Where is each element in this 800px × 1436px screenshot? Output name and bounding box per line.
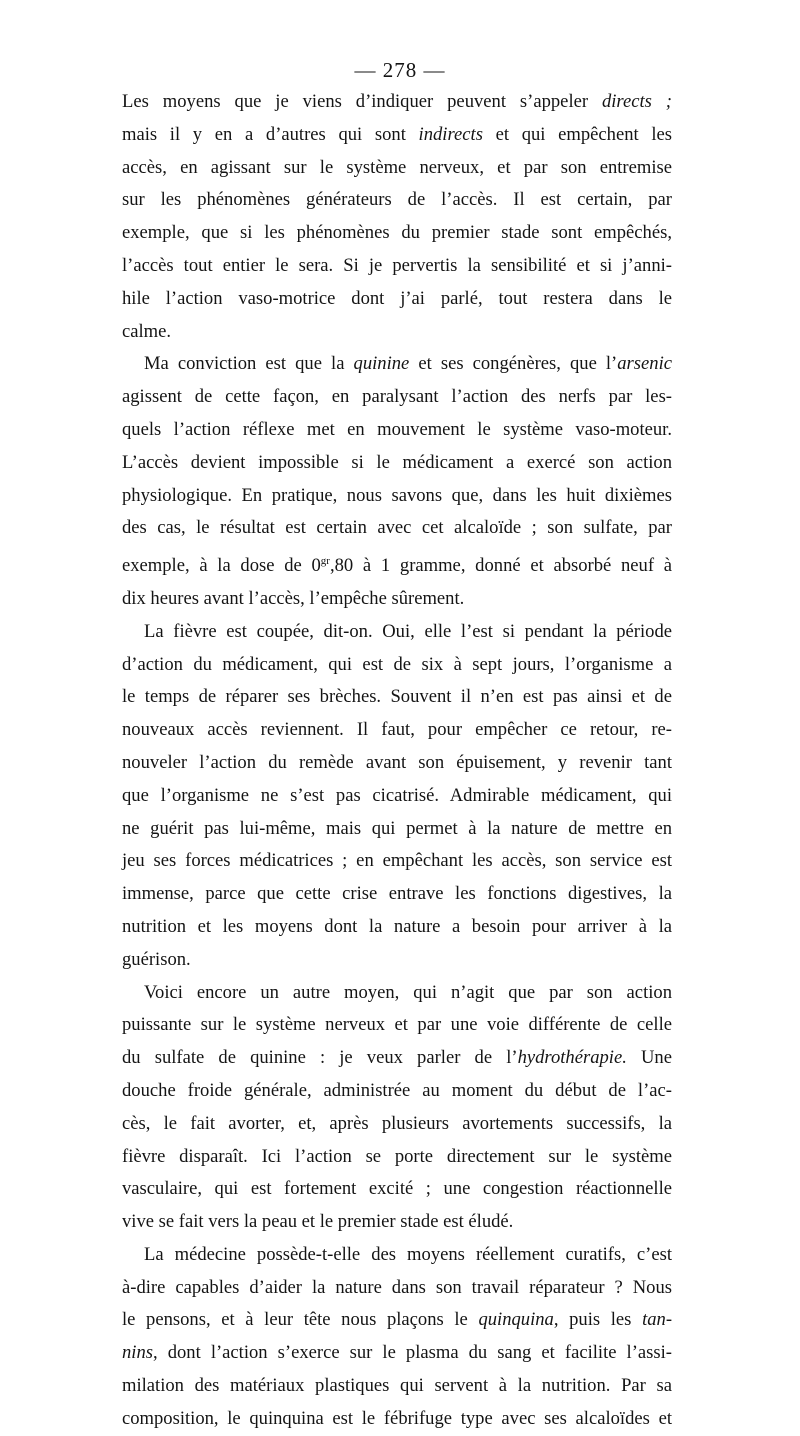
text-run: et ses congénères, que l’ <box>409 353 618 375</box>
text-run: , dont l’action s’exerce sur le plasma du sang et facilite l’assi- <box>153 1342 672 1364</box>
text-run: agissent de cette façon, en paralysant l’action des nerfs par les- <box>122 386 672 408</box>
text-run: jeu ses forces médicatrices ; en empêchant les accès, son service est <box>122 850 672 872</box>
text-line <box>122 348 672 381</box>
text-run: calme. <box>122 320 172 342</box>
text-line <box>122 1304 672 1337</box>
text-run: vasculaire, qui est fortement excité ; une congestion réactionnelle <box>122 1178 672 1200</box>
italic-run: hydrothérapie. <box>517 1047 627 1069</box>
italic-run: nins <box>122 1342 153 1364</box>
text-run: Une <box>626 1047 672 1069</box>
text-run: cès, le fait avorter, et, après plusieurs avortements successifs, la <box>122 1112 672 1134</box>
text-line <box>122 813 672 846</box>
text-run: nouveaux accès reviennent. Il faut, pour empêcher ce retour, re- <box>122 719 672 741</box>
text-run: L’accès devient impossible si le médicament a exercé son action <box>122 451 672 473</box>
text-line <box>122 1239 672 1272</box>
text-line <box>122 414 672 447</box>
text-run: La fièvre est coupée, dit-on. Oui, elle l’est si pendant la période <box>144 620 672 642</box>
text-line <box>122 480 672 513</box>
text-line <box>122 911 672 944</box>
text-run: physiologique. En pratique, nous savons que, dans les huit dixièmes <box>122 484 672 506</box>
text-line <box>122 447 672 480</box>
text-run: accès, en agissant sur le système nerveux, et par son entremise <box>122 156 672 178</box>
italic-run: quinine <box>353 353 410 375</box>
text-line <box>122 381 672 414</box>
text-line <box>122 845 672 878</box>
text-line <box>122 545 672 583</box>
text-run: du sulfate de quinine : je veux parler de l’ <box>122 1047 518 1069</box>
text-run: exemple, à la dose de 0 <box>122 555 321 577</box>
text-run: vive se fait vers la peau et le premier stade est éludé. <box>122 1211 514 1233</box>
text-line <box>122 250 672 283</box>
text-line <box>122 152 672 185</box>
text-line <box>122 1108 672 1141</box>
text-line <box>122 1042 672 1075</box>
text-run: quels l’action réflexe met en mouvement le système vaso-moteur. <box>122 418 672 440</box>
text-line <box>122 184 672 217</box>
text-run: douche froide générale, administrée au moment du début de l’ac- <box>122 1079 672 1101</box>
text-line <box>122 1403 672 1436</box>
text-line <box>122 616 672 649</box>
text-line <box>122 878 672 911</box>
text-run: sur les phénomènes générateurs de l’accès. Il est certain, par <box>122 189 672 211</box>
text-line <box>122 119 672 152</box>
text-line <box>122 747 672 780</box>
text-run: exemple, que si les phénomènes du premier stade sont empêchés, <box>122 222 672 244</box>
text-line <box>122 1141 672 1174</box>
text-line <box>122 283 672 316</box>
text-run: l’accès tout entier le sera. Si je pervertis la sensibilité et si j’anni- <box>122 254 672 276</box>
text-run: à-dire capables d’aider la nature dans son travail réparateur ? Nous <box>122 1276 672 1298</box>
text-line <box>122 1272 672 1305</box>
italic-run: arsenic <box>617 353 672 375</box>
text-run: mais il y en a d’autres qui sont <box>122 123 419 145</box>
text-run: milation des matériaux plastiques qui servent à la nutrition. Par sa <box>122 1375 672 1397</box>
text-run: Voici encore un autre moyen, qui n’agit que par son action <box>144 981 672 1003</box>
text-line <box>122 512 672 545</box>
italic-run: quinquina <box>478 1309 554 1331</box>
body-text <box>122 86 672 1436</box>
text-run: ,80 à 1 gramme, donné et absorbé neuf à <box>329 555 672 577</box>
text-line <box>122 681 672 714</box>
text-run: des cas, le résultat est certain avec cet alcaloïde ; son sulfate, par <box>122 517 672 539</box>
text-line <box>122 1075 672 1108</box>
text-run: composition, le quinquina est le fébrifuge type avec ses alcaloïdes et <box>122 1407 672 1429</box>
text-run: que l’organisme ne s’est pas cicatrisé. Admirable médicament, qui <box>122 784 672 806</box>
italic-run: directs ; <box>601 91 672 112</box>
text-line <box>122 1173 672 1206</box>
text-run: dix heures avant l’accès, l’empêche sûrement. <box>122 587 465 609</box>
text-run: La médecine possède-t-elle des moyens réellement curatifs, c’est <box>144 1243 672 1265</box>
text-run: Les moyens que je viens d’indiquer peuvent s’appeler <box>122 91 602 112</box>
superscript-run: gr <box>320 555 330 568</box>
text-line <box>122 1370 672 1403</box>
text-line <box>122 86 672 119</box>
text-run: puissante sur le système nerveux et par une voie différente de celle <box>122 1014 672 1036</box>
text-run: le temps de réparer ses brèches. Souvent il n’en est pas ainsi et de <box>122 686 672 708</box>
text-run: d’action du médicament, qui est de six à sept jours, l’organisme a <box>122 653 672 675</box>
text-line <box>122 944 672 977</box>
text-run: fièvre disparaît. Ici l’action se porte directement sur le système <box>122 1145 672 1167</box>
text-line <box>122 714 672 747</box>
text-run: nutrition et les moyens dont la nature a besoin pour arriver à la <box>122 915 672 937</box>
text-run: immense, parce que cette crise entrave les fonctions digestives, la <box>122 883 672 905</box>
italic-run: indirects <box>418 123 483 145</box>
text-line <box>122 1009 672 1042</box>
italic-run: tan- <box>642 1309 673 1331</box>
text-line <box>122 977 672 1010</box>
text-line <box>122 649 672 682</box>
text-run: nouveler l’action du remède avant son épuisement, y revenir tant <box>122 751 672 773</box>
text-run: ne guérit pas lui-même, mais qui permet à la nature de mettre en <box>122 817 672 839</box>
text-run: le pensons, et à leur tête nous plaçons le <box>122 1309 479 1331</box>
text-run: , puis les <box>553 1309 643 1331</box>
text-line <box>122 316 672 349</box>
page-number: — 278 — <box>354 58 446 82</box>
text-line <box>122 1337 672 1370</box>
text-run: Ma conviction est que la <box>144 353 354 375</box>
text-run: hile l’action vaso-motrice dont j’ai parlé, tout restera dans le <box>122 287 672 309</box>
text-run: guérison. <box>122 948 191 970</box>
text-line <box>122 780 672 813</box>
text-run: et qui empêchent les <box>482 123 672 145</box>
text-line <box>122 583 672 616</box>
text-line <box>122 217 672 250</box>
text-line <box>122 1206 672 1239</box>
